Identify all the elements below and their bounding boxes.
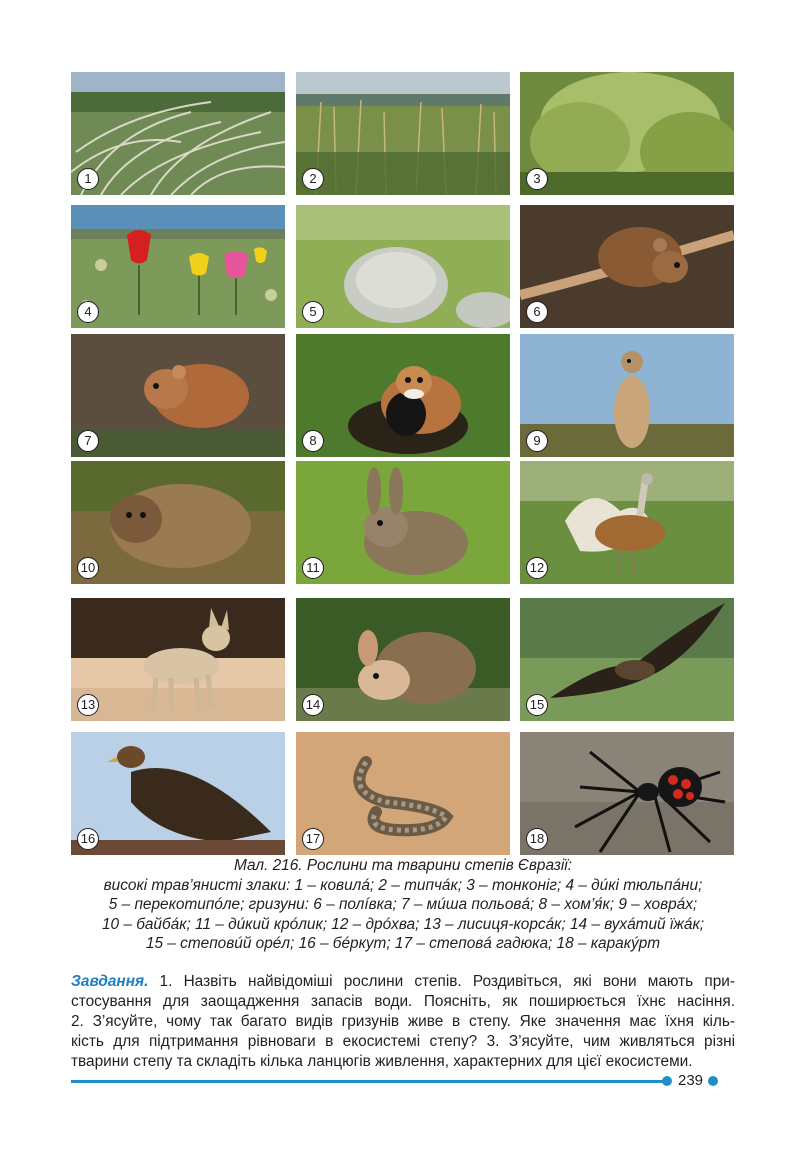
- hamster-image: [296, 334, 510, 457]
- photo-number: 13: [77, 694, 99, 716]
- photo-number: 8: [302, 430, 324, 452]
- feather-grass-image: [71, 72, 285, 195]
- steppe-eagle-image: [520, 598, 734, 721]
- task-line: [71, 972, 735, 992]
- footer-dot: [708, 1076, 718, 1086]
- karakurt-spider-image: [520, 732, 734, 855]
- photo-kovyla: [71, 72, 285, 195]
- footer-rule: [71, 1080, 665, 1083]
- page-number: 239: [678, 1072, 704, 1089]
- photo-number: 4: [77, 301, 99, 323]
- photo-bobak: [71, 461, 285, 584]
- photo-number: 1: [77, 168, 99, 190]
- photo-number: 3: [526, 168, 548, 190]
- photo-typchak: [296, 72, 510, 195]
- field-mouse-image: [71, 334, 285, 457]
- photo-number: 17: [302, 828, 324, 850]
- photo-field-mouse: [71, 334, 285, 457]
- task-paragraph: [71, 972, 735, 1072]
- caption-line: високі трав’янисті злаки: 1 – ковилá; 2 – типчáк; 3 – тонконіг; 4 – дúкі тюльпáни;: [103, 876, 703, 894]
- caption-line: 10 – байбáк; 11 – дúкий крóлик; 12 – дрóхва; 13 – лисиця-корсáк; 14 – вухáтий їжáк;: [101, 915, 705, 933]
- photo-golden-eagle: [71, 732, 285, 855]
- wild-tulips-image: [71, 205, 285, 328]
- photo-number: 7: [77, 430, 99, 452]
- photo-number: 9: [526, 430, 548, 452]
- task-line: 2. З’ясуйте, чому так багато видів гризунів живе в степу. Яке значення має їхня кіль-: [71, 1013, 735, 1030]
- task-line: кість для підтримання рівноваги в екосистемі степу? 3. З’ясуйте, чим живляться різні: [71, 1033, 735, 1050]
- golden-eagle-image: [71, 732, 285, 855]
- photo-tumbleweed: [296, 205, 510, 328]
- photo-number: 18: [526, 828, 548, 850]
- caption-title: Мал. 216. Рослини та тварини степів Євразії:: [234, 857, 572, 874]
- caption-line: 5 – перекотипóле; гризуни: 6 – полíвка; 7 – мúша польовá; 8 – хом’я́к; 9 – ховрáх;: [108, 896, 698, 913]
- wild-rabbit-image: [296, 461, 510, 584]
- photo-corsac-fox: [71, 598, 285, 721]
- task-line: стосування для заощадження запасів води. Поясніть, як поширюється їхнє насіння.: [71, 993, 735, 1010]
- caption-line: 15 – степовúй орéл; 16 – бéркут; 17 – степовá гадюка; 18 – каракýрт: [145, 935, 661, 952]
- photo-number: 2: [302, 168, 324, 190]
- long-eared-hedgehog-image: [296, 598, 510, 721]
- bobak-marmot-image: [71, 461, 285, 584]
- footer-dot: [662, 1076, 672, 1086]
- photo-number: 12: [526, 557, 548, 579]
- task-label: Завдання.: [71, 973, 149, 990]
- photo-karakurt: [520, 732, 734, 855]
- great-bustard-image: [520, 461, 734, 584]
- photo-number: 14: [302, 694, 324, 716]
- photo-hedgehog: [296, 598, 510, 721]
- photo-tulips: [71, 205, 285, 328]
- photo-bustard: [520, 461, 734, 584]
- photo-tonkonih: [520, 72, 734, 195]
- photo-hamster: [296, 334, 510, 457]
- photo-steppe-eagle: [520, 598, 734, 721]
- figure-caption: [71, 856, 735, 954]
- photo-number: 10: [77, 557, 99, 579]
- tonkonih-grass-image: [520, 72, 734, 195]
- steppe-viper-image: [296, 732, 510, 855]
- typchak-grass-image: [296, 72, 510, 195]
- ground-squirrel-image: [520, 334, 734, 457]
- corsac-fox-image: [71, 598, 285, 721]
- task-line: тварини степу та складіть кілька ланцюгів живлення, характерних для цієї екосистеми.: [71, 1053, 693, 1070]
- photo-number: 5: [302, 301, 324, 323]
- photo-ground-squirrel: [520, 334, 734, 457]
- photo-number: 11: [302, 557, 324, 579]
- vole-image: [520, 205, 734, 328]
- tumbleweed-image: [296, 205, 510, 328]
- photo-number: 6: [526, 301, 548, 323]
- photo-vole: [520, 205, 734, 328]
- photo-rabbit: [296, 461, 510, 584]
- task-text: 1. Назвіть найвідоміші рослини степів. Роздивіться, які вони мають при-: [148, 973, 735, 990]
- photo-number: 16: [77, 828, 99, 850]
- photo-number: 15: [526, 694, 548, 716]
- photo-viper: [296, 732, 510, 855]
